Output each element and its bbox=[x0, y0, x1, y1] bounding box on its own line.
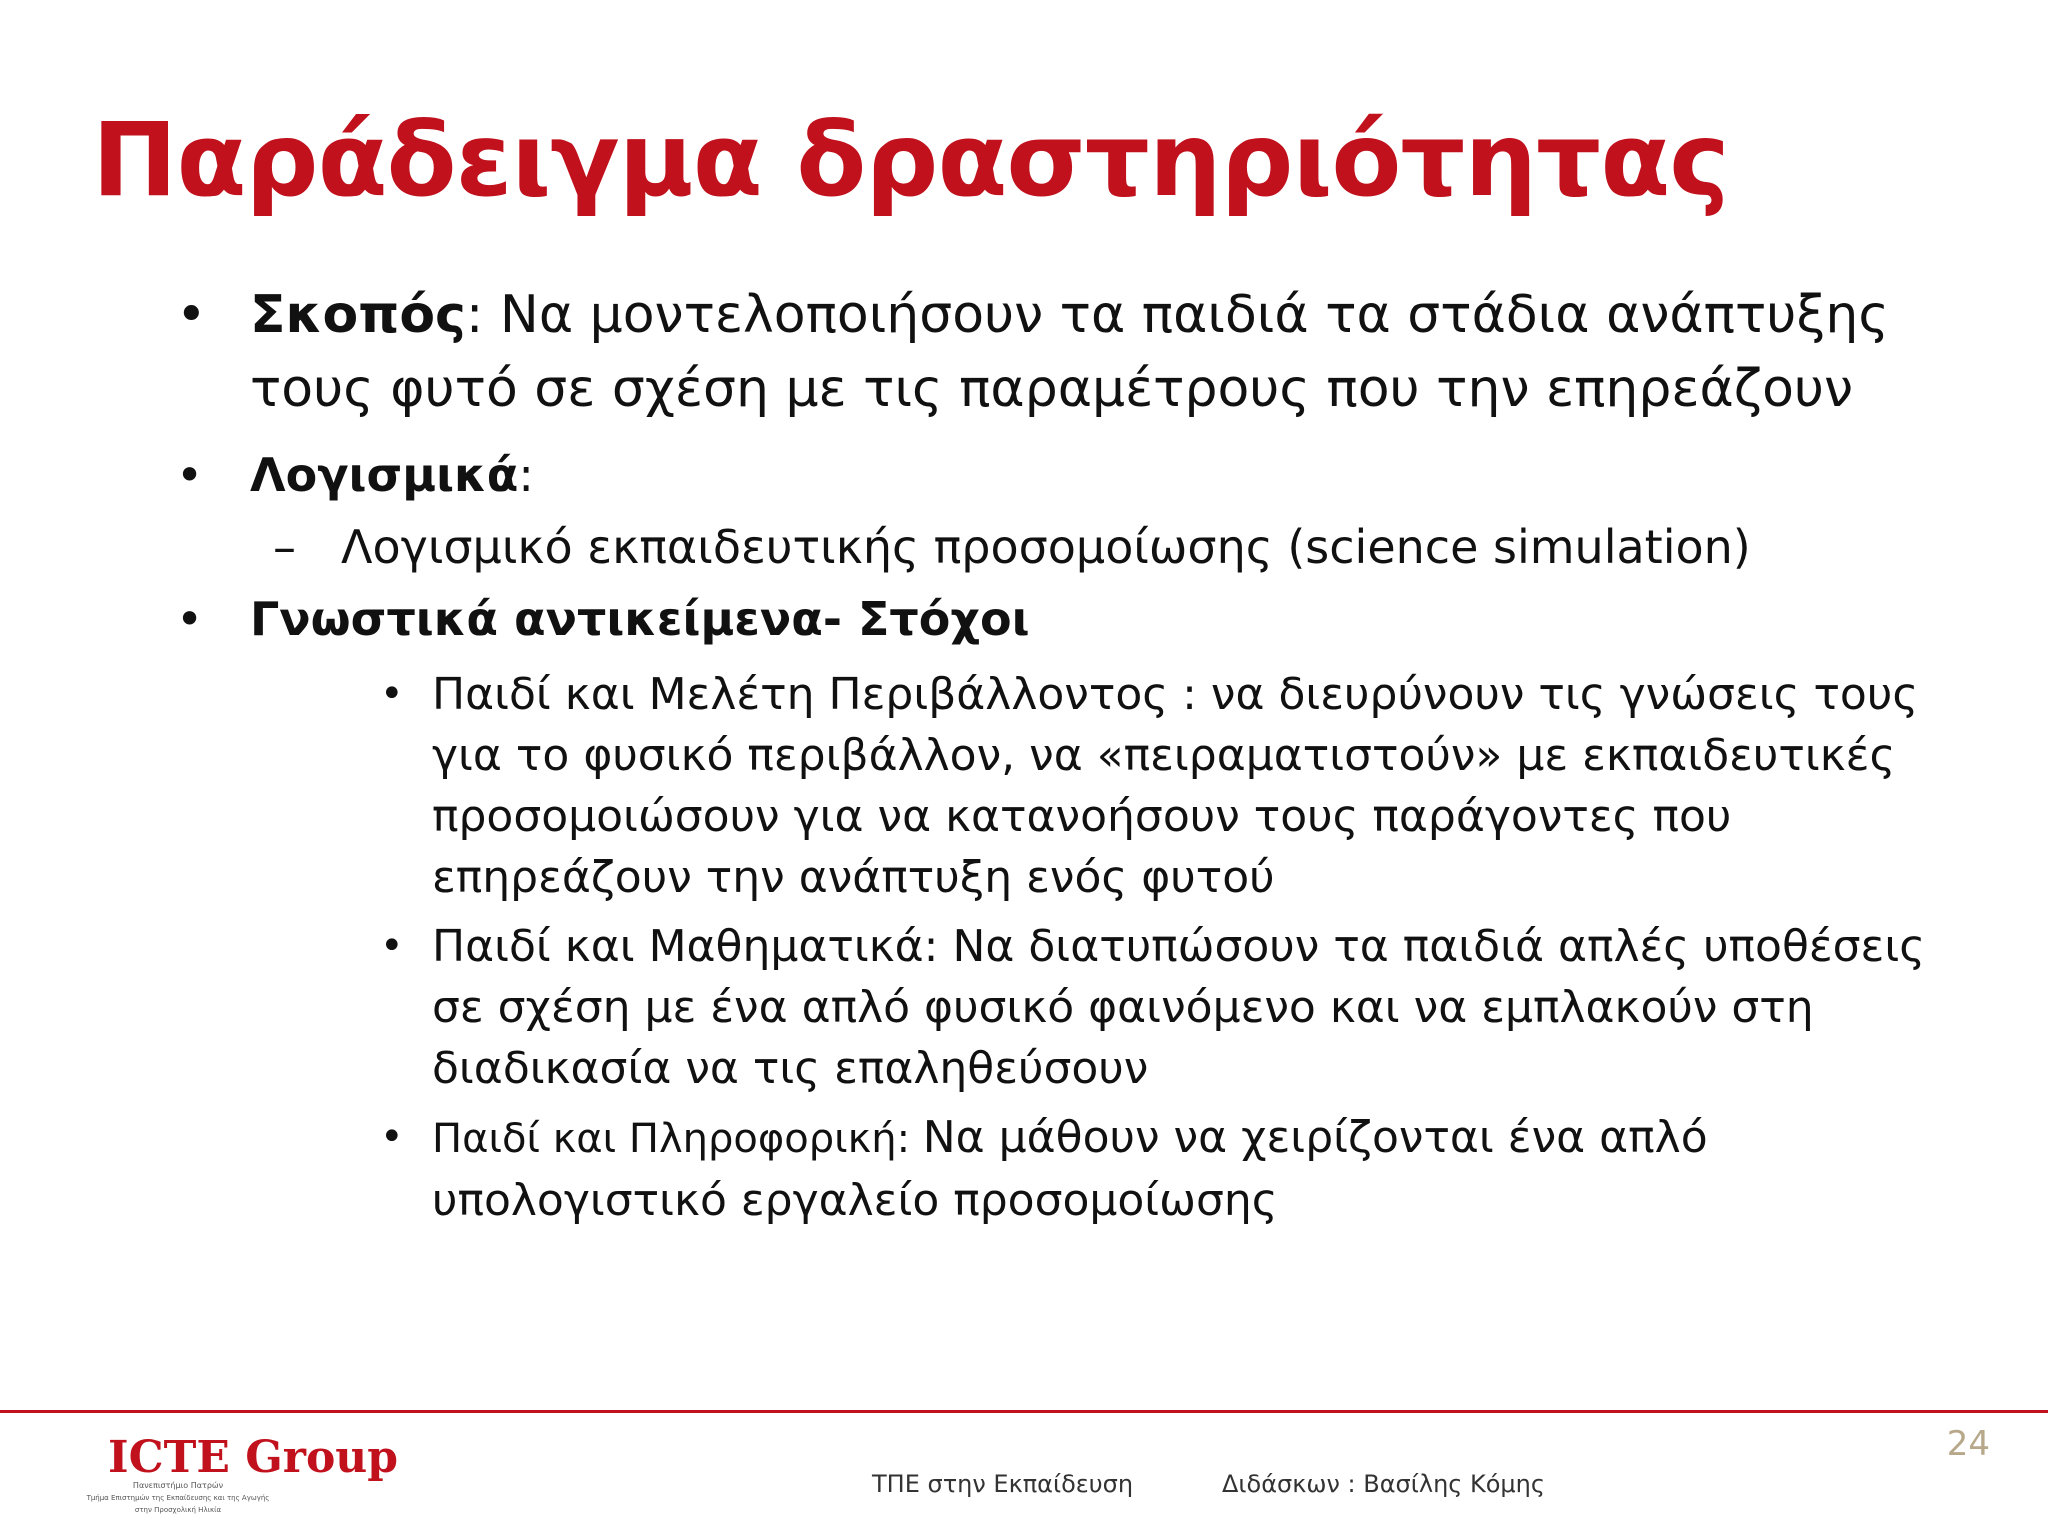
objective-text: Να μάθουν να χειρίζονται ένα απλό υπολογιστικό εργαλείο προσομοίωσης bbox=[432, 1112, 1708, 1226]
bullet-software bbox=[176, 438, 1900, 512]
page-number: 24 bbox=[1946, 1424, 1990, 1464]
goal-label: Σκοπός bbox=[250, 285, 466, 345]
objectives-label: Γνωστικά αντικείμενα- Στόχοι bbox=[250, 592, 1030, 646]
objective-text: Παιδί και Μελέτη Περιβάλλοντος : να διευρύνουν τις γνώσεις τους για το φυσικό περιβάλλον, να «πειραματιστούν» με εκπαιδευτικές προσομοιώσουν για να κατανοήσουν τους παράγοντες που επηρεάζουν την ανάπτυξη ενός φυτού bbox=[432, 669, 1919, 903]
bullet-goal bbox=[176, 278, 1900, 426]
software-label: Λογισμικά bbox=[250, 448, 519, 502]
dash-icon: – bbox=[273, 520, 296, 574]
bullet-dot-icon: • bbox=[176, 448, 204, 502]
icte-logo-icon bbox=[28, 1424, 399, 1524]
footer-divider bbox=[0, 1410, 2048, 1413]
logo-mark: ICTE Group bbox=[108, 1432, 399, 1483]
logo-caption-1: Πανεπιστήμιο Πατρών bbox=[132, 1481, 224, 1490]
objective-item bbox=[380, 916, 1932, 1099]
bullet-dot-icon: • bbox=[380, 1114, 404, 1160]
logo-caption-2: Τμήμα Επιστημών της Εκπαίδευσης και της Αγωγής bbox=[86, 1494, 270, 1502]
footer-instructor: Διδάσκων : Βασίλης Κόμης bbox=[1222, 1470, 1545, 1498]
footer-course: ΤΠΕ στην Εκπαίδευση bbox=[872, 1470, 1134, 1498]
bullet-dot-icon: • bbox=[380, 671, 404, 717]
slide-title: Παράδειγμα δραστηριότητας bbox=[92, 101, 1729, 220]
objective-lead: Παιδί και Πληροφορική: bbox=[432, 1116, 923, 1162]
software-sub-item bbox=[273, 512, 1941, 582]
software-sub-text: Λογισμικό εκπαιδευτικής προσομοίωσης (science simulation) bbox=[341, 520, 1751, 574]
bullet-dot-icon: • bbox=[176, 285, 207, 345]
objective-text: Παιδί και Μαθηματικά: Να διατυπώσουν τα παιδιά απλές υποθέσεις σε σχέση με ένα απλό φυσικό φαινόμενο και να εμπλακούν στη διαδικασία να τις επαληθεύσουν bbox=[432, 921, 1926, 1094]
objective-item bbox=[380, 1107, 1932, 1231]
software-colon: : bbox=[518, 448, 534, 502]
slide-content bbox=[0, 278, 2048, 1231]
logo-caption-3: στην Προσχολική Ηλικία bbox=[134, 1506, 222, 1514]
bullet-objectives bbox=[176, 582, 1900, 656]
goal-text: : Να μοντελοποιήσουν τα παιδιά τα στάδια ανάπτυξης τους φυτό σε σχέση με τις παραμέτρους που την επηρεάζουν bbox=[250, 285, 1889, 419]
objective-item bbox=[380, 664, 1932, 908]
bullet-dot-icon: • bbox=[380, 923, 404, 969]
bullet-dot-icon: • bbox=[176, 592, 204, 646]
